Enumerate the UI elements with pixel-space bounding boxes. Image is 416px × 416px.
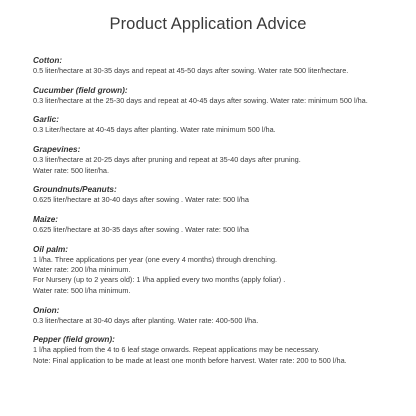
crop-instruction: Water rate: 200 l/ha minimum. <box>33 265 131 275</box>
crop-section-groundnuts <box>33 185 405 205</box>
crop-name: Grapevines: <box>33 145 81 155</box>
crop-instruction: Water rate: 500 liter/ha. <box>33 165 109 175</box>
crop-name: Oil palm: <box>33 244 69 254</box>
crop-section-garlic <box>33 115 405 135</box>
crop-section-oil-palm <box>33 245 405 297</box>
crop-section-cotton <box>33 56 405 76</box>
crop-instruction: 1 l/ha applied from the 4 to 6 leaf stage onwards. Repeat applications may be necessary. <box>33 345 320 355</box>
crop-instruction: 1 l/ha. Three applications per year (one every 4 months) through drenching. <box>33 254 278 264</box>
crop-instruction: 0.3 liter/hectare at 30-40 days after planting. Water rate: 400-500 l/ha. <box>33 315 259 325</box>
crop-instruction: 0.625 liter/hectare at 30-40 days after sowing . Water rate: 500 l/ha <box>33 195 249 205</box>
crop-instruction: 0.625 liter/hectare at 30-35 days after sowing . Water rate: 500 l/ha <box>33 224 249 234</box>
crop-instruction: Note: Final application to be made at least one month before harvest. Water rate: 200 to 500 l/ha. <box>33 355 347 365</box>
crop-instruction: For Nursery (up to 2 years old): 1 l/ha applied every two months (apply foliar) . <box>33 275 286 285</box>
crop-section-cucumber <box>33 86 405 106</box>
crop-instruction: 0.3 liter/hectare at the 25-30 days and repeat at 40-45 days after sowing. Water rate: minimum 500 l/ha. <box>33 95 368 105</box>
crop-list <box>33 56 405 375</box>
crop-instruction: Water rate: 500 l/ha minimum. <box>33 285 131 295</box>
crop-section-grapevines <box>33 145 405 176</box>
crop-name: Groundnuts/Peanuts: <box>33 185 117 195</box>
crop-name: Cucumber (field grown): <box>33 85 128 95</box>
crop-instruction: 0.3 liter/hectare at 20-25 days after pruning and repeat at 35-40 days after pruning. <box>33 155 301 165</box>
crop-name: Garlic: <box>33 115 59 125</box>
crop-instruction: 0.3 Liter/hectare at 40-45 days after planting. Water rate minimum 500 l/ha. <box>33 125 276 135</box>
crop-name: Cotton: <box>33 56 63 65</box>
crop-name: Onion: <box>33 305 60 315</box>
page-title: Product Application Advice <box>109 15 307 33</box>
crop-name: Maize: <box>33 214 59 224</box>
crop-section-onion <box>33 306 405 326</box>
crop-section-pepper <box>33 335 405 366</box>
crop-name: Pepper (field grown): <box>33 335 115 345</box>
crop-instruction: 0.5 liter/hectare at 30-35 days and repeat at 45-50 days after sowing. Water rate 500 liter/hectare. <box>33 66 349 75</box>
crop-section-maize <box>33 215 405 235</box>
